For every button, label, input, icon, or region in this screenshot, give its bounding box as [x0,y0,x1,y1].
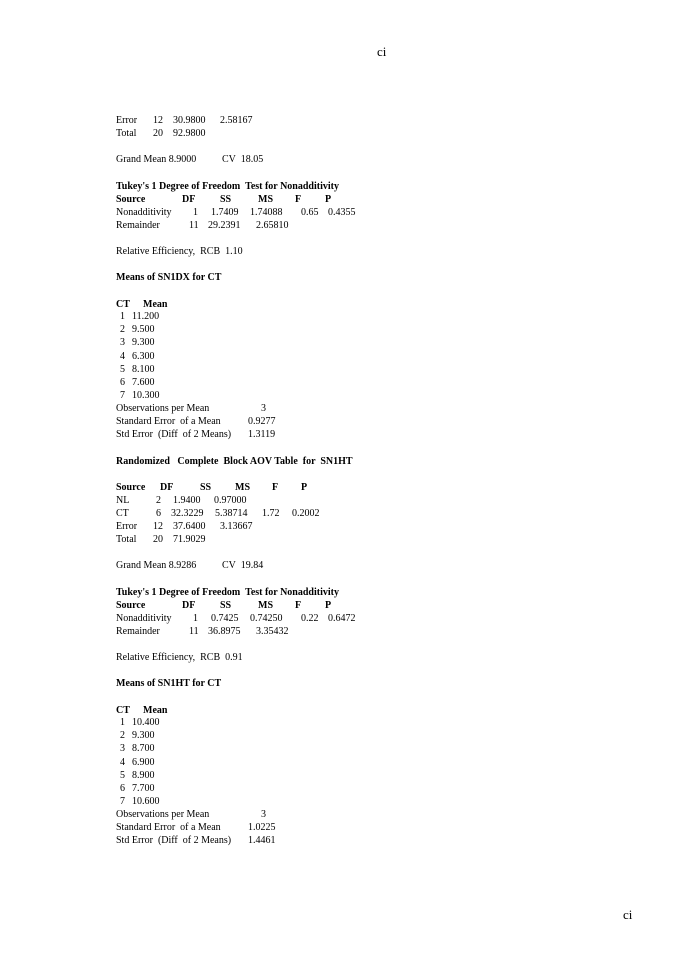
page-footer: ci [623,907,633,922]
relative-efficiency: Relative Efficiency, RCB 1.10 [116,246,243,257]
ms-value: 0.97000 [214,495,247,506]
mean-ct-level: 4 [120,756,125,768]
stat-value: 1.4461 [248,835,276,846]
mean-value: 10.400 [132,717,160,728]
p-value: 0.2002 [292,508,320,519]
ms-value: 1.74088 [250,207,283,218]
grand-mean: Grand Mean 8.9000 [116,154,197,165]
mean-value: 8.900 [132,769,155,781]
mean-ct-level: 7 [120,390,125,402]
col-header: Source [116,482,146,493]
grand-mean: Grand Mean 8.9286 [116,560,197,571]
stat-value: 1.0225 [248,822,276,833]
mean-ct-level: 6 [120,783,125,794]
col-header: P [325,600,332,611]
ms-value: 3.35432 [256,626,289,637]
ss-value: 37.6400 [173,521,206,532]
mean-ct-level: 2 [120,730,125,742]
stat-label: Observations per Mean [116,403,210,414]
stat-label: Observations per Mean [116,809,210,820]
col-header: F [295,600,302,611]
stat-label: Std Error (Diff of 2 Means) [116,835,232,846]
ss-value: 36.8975 [208,626,241,637]
ss-value: 0.7425 [211,613,239,624]
col-header: F [295,194,302,205]
col-header: SS [200,482,212,493]
df-value: 12 [153,521,163,532]
p-value: 0.6472 [328,613,356,624]
row-label: Nonadditivity [116,613,172,624]
mean-value: 11.200 [132,311,160,322]
mean-ct-level: 2 [120,324,125,336]
mean-ct-level: 4 [120,350,125,362]
mean-value: 8.100 [132,363,155,375]
mean-ct-level: 6 [120,377,125,388]
mean-ct-level: 5 [120,769,125,781]
ms-value: 3.13667 [220,521,253,532]
col-header: Source [116,194,146,205]
ms-value: 5.38714 [215,508,248,519]
page-header: ci [377,44,387,59]
ss-value: 1.7409 [211,207,239,218]
stat-label: Std Error (Diff of 2 Means) [116,429,232,440]
df-value: 2 [156,495,161,506]
col-header: CT [116,299,130,310]
col-header: SS [220,194,232,205]
ms-value: 2.58167 [220,115,253,126]
mean-value: 10.600 [132,796,160,808]
mean-value: 8.700 [132,743,155,755]
f-value: 1.72 [262,508,280,519]
mean-value: 10.300 [132,390,160,402]
row-label: NL [116,495,130,506]
df-value: 1 [193,613,198,624]
mean-value: 7.600 [132,377,155,388]
ss-value: 29.2391 [208,220,241,231]
col-header: CT [116,705,130,716]
mean-value: 6.300 [132,350,155,362]
mean-ct-level: 5 [120,363,125,375]
ms-value: 2.65810 [256,220,289,231]
stat-value: 0.9277 [248,416,276,427]
mean-ct-level: 3 [120,337,125,349]
stat-value: 1.3119 [248,429,276,440]
col-header: SS [220,600,232,611]
ss-value: 92.9800 [173,128,206,139]
tukey-title: Tukey's 1 Degree of Freedom Test for Nonadditivity [116,181,339,192]
row-label: Total [116,534,137,545]
df-value: 1 [193,207,198,218]
means-title: Means of SN1DX for CT [116,272,222,283]
df-value: 20 [153,128,163,139]
f-value: 0.22 [301,613,319,624]
ss-value: 30.9800 [173,115,206,126]
relative-efficiency: Relative Efficiency, RCB 0.91 [116,652,243,663]
row-label: Remainder [116,626,160,637]
ms-value: 0.74250 [250,613,283,624]
f-value: 0.65 [301,207,319,218]
row-label: Error [116,115,138,126]
aov-title: Randomized Complete Block AOV Table for SN1HT [116,456,353,467]
col-header: DF [182,194,196,205]
mean-ct-level: 7 [120,796,125,808]
ss-value: 32.3229 [171,508,204,519]
col-header: DF [182,600,196,611]
p-value: 0.4355 [328,207,356,218]
df-value: 12 [153,115,163,126]
col-header: MS [258,600,273,611]
mean-value: 9.300 [132,730,155,742]
row-label: CT [116,508,129,519]
df-value: 6 [156,508,161,519]
df-value: 11 [189,220,199,231]
df-value: 20 [153,534,163,545]
mean-value: 6.900 [132,756,155,768]
mean-ct-level: 1 [120,311,125,322]
tukey-title: Tukey's 1 Degree of Freedom Test for Nonadditivity [116,587,339,598]
ss-value: 71.9029 [173,534,206,545]
mean-ct-level: 3 [120,743,125,755]
col-header: Mean [143,299,168,310]
col-header: P [325,194,332,205]
mean-ct-level: 1 [120,717,125,728]
mean-value: 9.500 [132,324,155,336]
row-label: Remainder [116,220,160,231]
df-value: 11 [189,626,199,637]
stat-label: Standard Error of a Mean [116,822,221,833]
stat-label: Standard Error of a Mean [116,416,221,427]
col-header: MS [258,194,273,205]
cv-value: CV 18.05 [222,154,264,165]
row-label: Total [116,128,137,139]
stat-value: 3 [261,403,266,414]
cv-value: CV 19.84 [222,560,264,571]
row-label: Nonadditivity [116,207,172,218]
stat-value: 3 [261,809,266,820]
col-header: Source [116,600,146,611]
col-header: F [272,482,279,493]
col-header: MS [235,482,250,493]
ss-value: 1.9400 [173,495,201,506]
means-title: Means of SN1HT for CT [116,678,222,689]
mean-value: 9.300 [132,337,155,349]
col-header: P [301,482,308,493]
row-label: Error [116,521,138,532]
col-header: Mean [143,705,168,716]
col-header: DF [160,482,174,493]
mean-value: 7.700 [132,783,155,794]
